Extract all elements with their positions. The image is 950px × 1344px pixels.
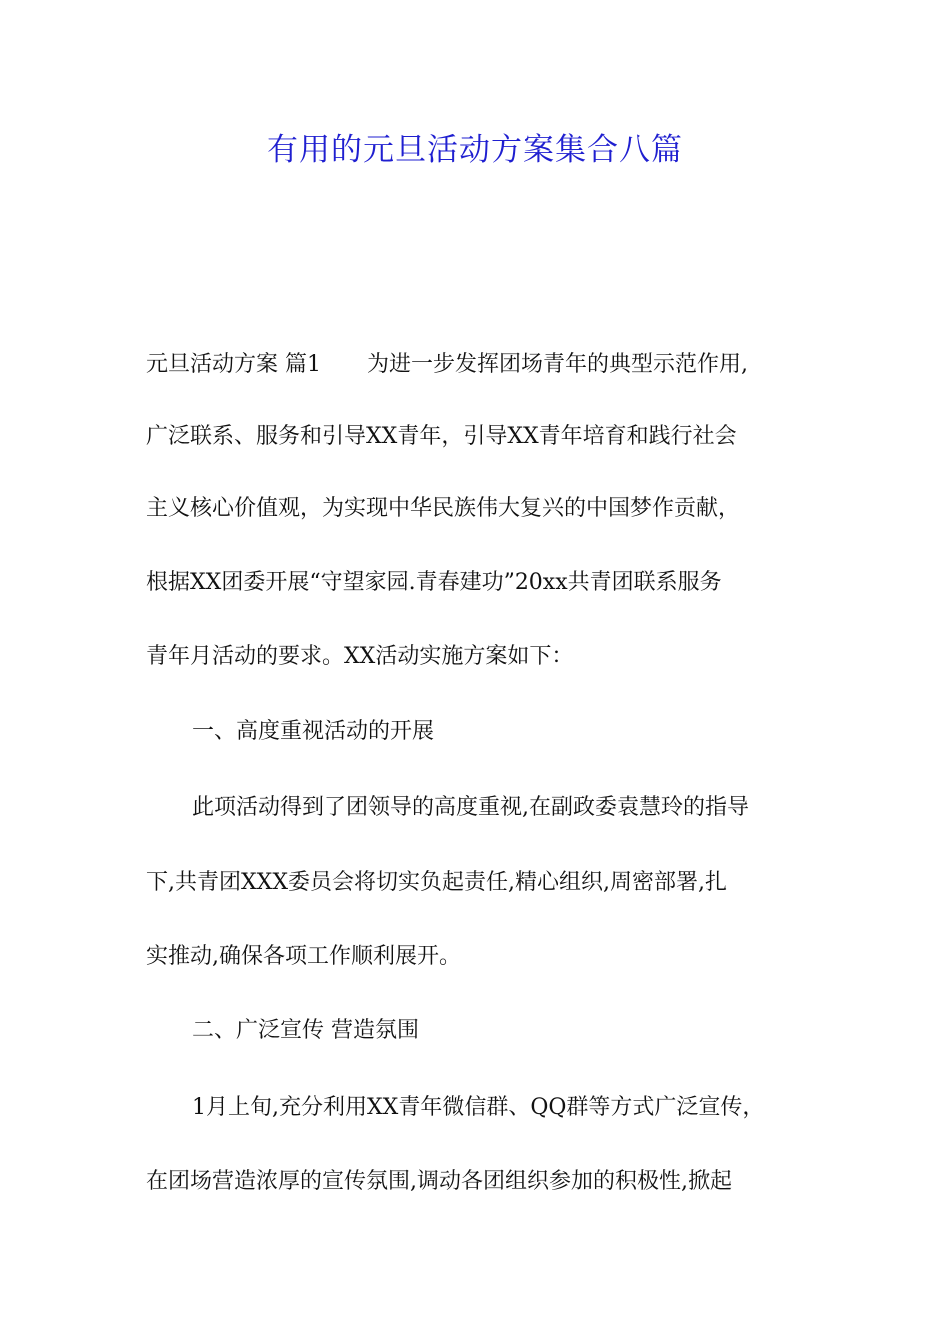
paragraph-line-3: 主义核心价值观，为实现中华民族伟大复兴的中国梦作贡献， [146, 496, 741, 521]
paragraph-text: 为进一步发挥团场青年的典型示范作用, [367, 352, 748, 377]
subheading-2: 二、广泛宣传 营造氛围 [192, 1018, 419, 1043]
paragraph-line-7: 下,共青团XXX委员会将切实负起责任,精心组织,周密部署,扎 [146, 870, 727, 895]
paragraph-line-8: 实推动,确保各项工作顺利展开。 [146, 944, 461, 969]
document-title: 有用的元旦活动方案集合八篇 [267, 132, 683, 168]
subheading-1: 一、高度重视活动的开展 [192, 719, 435, 744]
paragraph-line-10: 在团场营造浓厚的宣传氛围,调动各团组织参加的积极性,掀起 [146, 1169, 732, 1194]
paragraph-line-4: 根据XX团委开展“守望家园.青春建功”20xx共青团联系服务 [146, 570, 722, 595]
paragraph-line-5: 青年月活动的要求。XX活动实施方案如下： [146, 644, 574, 669]
paragraph-line-6: 此项活动得到了团领导的高度重视,在副政委袁慧玲的指导 [192, 795, 749, 820]
paragraph-line-1 [146, 347, 748, 383]
paragraph-line-9: 1月上旬,充分利用XX青年微信群、QQ群等方式广泛宣传， [192, 1095, 765, 1120]
paragraph-line-2: 广泛联系、服务和引导XX青年，引导XX青年培育和践行社会 [146, 424, 737, 449]
section-heading: 元旦活动方案 篇1 [146, 352, 321, 377]
